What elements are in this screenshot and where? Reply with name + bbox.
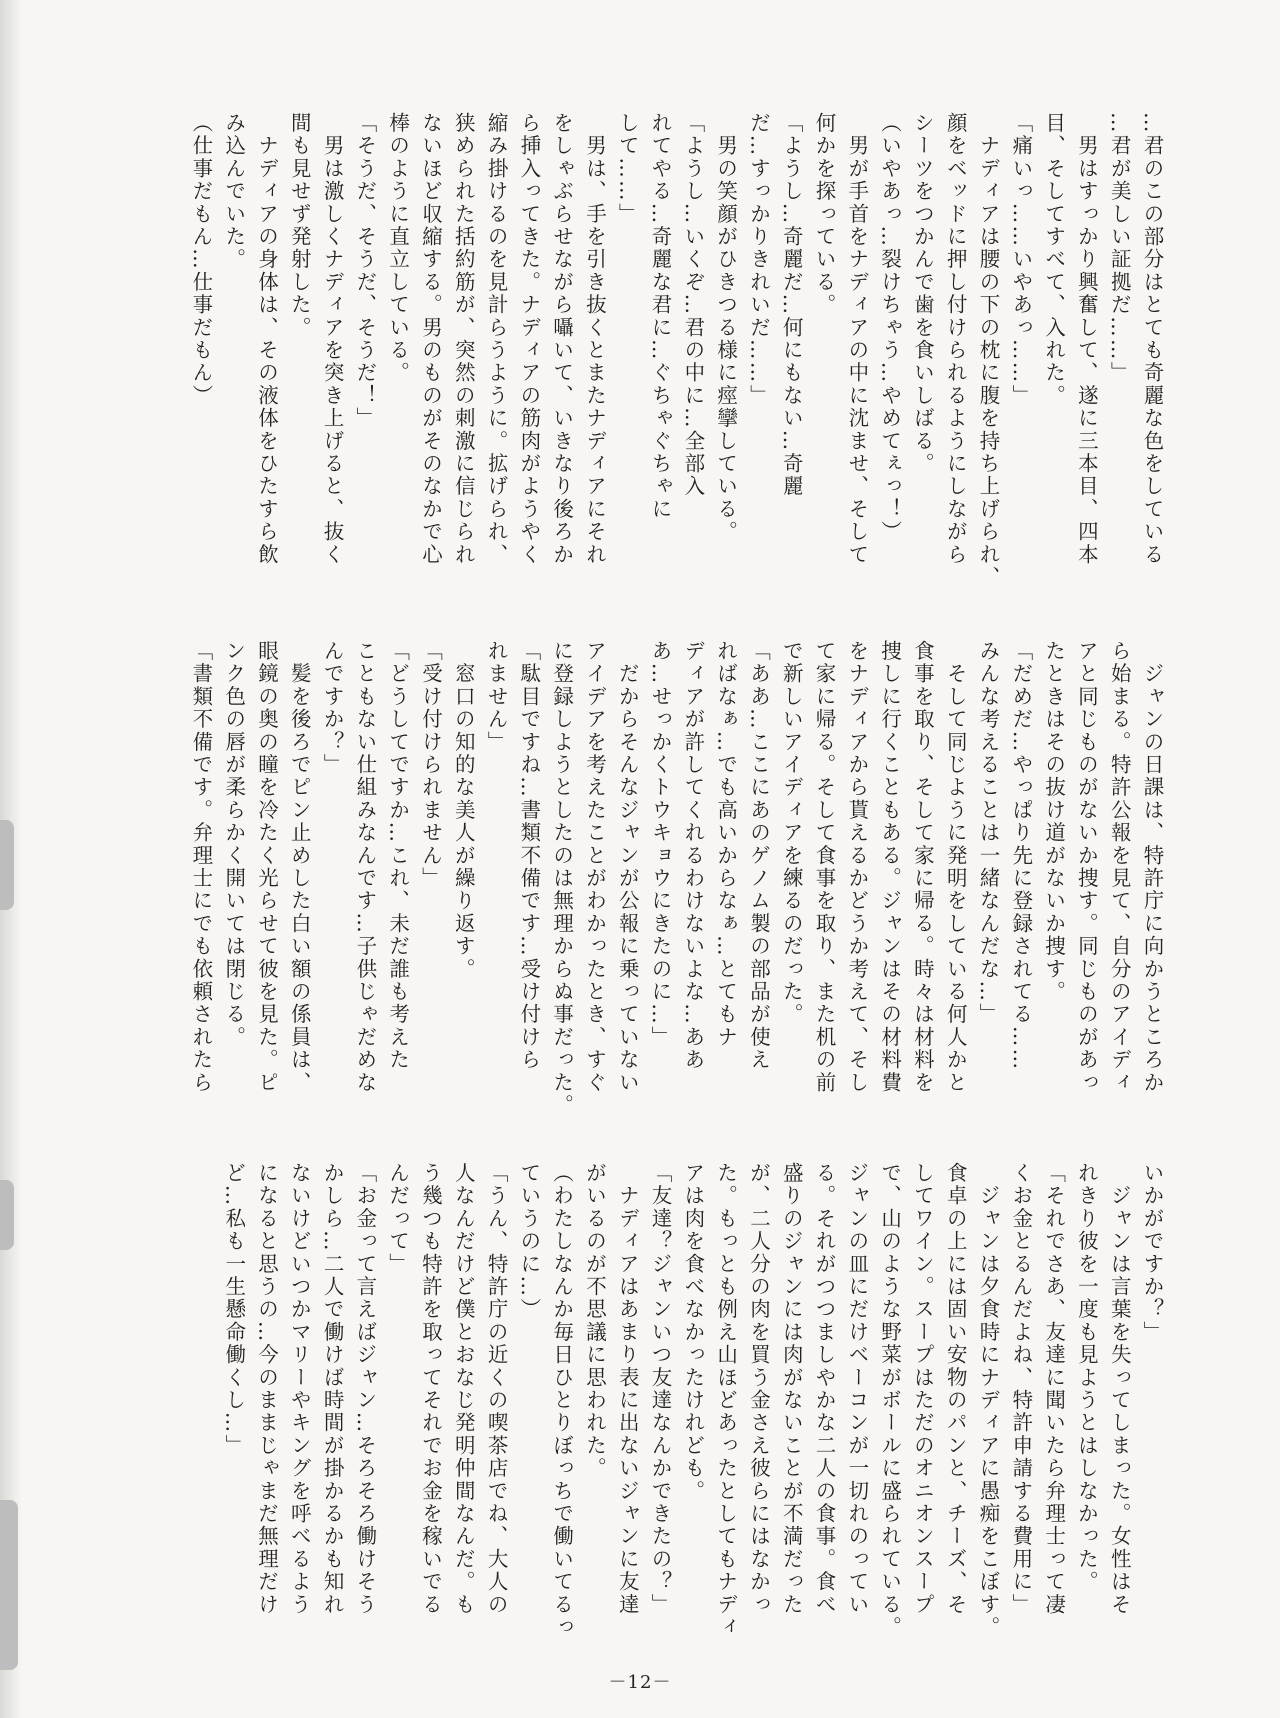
text-line: をしゃぶらせながら囁いて、いきなり後ろか: [549, 112, 574, 566]
text-line: 目、そしてすべて、入れた。: [1041, 112, 1066, 408]
text-line: 何かを探っている。: [812, 112, 837, 317]
text-line: そして同じように発明をしている何人かと: [943, 640, 968, 1094]
text-line: （いやあっ…裂けちゃう…やめてぇっ！）: [877, 112, 902, 544]
text-line: ないけどいつかマリーやキングを呼べるよう: [287, 1162, 312, 1616]
text-line: ディアが許してくれるわけないよな…ああ: [680, 640, 705, 1072]
text-column-top: [188, 112, 1168, 657]
text-line: ジャンは言葉を失ってしまった。女性はそ: [1107, 1162, 1132, 1616]
text-line: 男は、手を引き抜くとまたナディアにそれ: [582, 112, 607, 566]
text-line: れきり彼を一度も見ようとはしなかった。: [1074, 1162, 1099, 1594]
text-line: 「ああ…ここにあのゲノム製の部品が使え: [746, 640, 771, 1072]
text-line: をナディアから貰えるかどうか考えて、そし: [844, 640, 869, 1094]
text-line: 棒のように直立している。: [385, 112, 410, 385]
text-line: 「そうだ、そうだ、そうだ！」: [352, 112, 377, 430]
text-line: 「受け付けられません」: [418, 640, 443, 890]
text-line: 「友達？ジャンいつ友達なんかできたの？」: [648, 1162, 673, 1616]
text-line: み込んでいた。: [221, 112, 246, 271]
text-line: 食卓の上には固い安物のパンと、チーズ、そ: [943, 1162, 968, 1616]
text-line: ジャンは夕食時にナディアに愚痴をこぼす。: [976, 1162, 1001, 1639]
text-line: に登録しようとしたのは無理からぬ事だった。: [549, 640, 574, 1117]
text-line: 男は激しくナディアを突き上げると、抜く: [320, 112, 345, 566]
text-line: 「お金って言えばジャン…そろそろ働けそう: [352, 1162, 377, 1616]
text-line: 窓口の知的な美人が繰り返す。: [451, 640, 476, 981]
text-line: が、二人分の肉を買う金さえ彼らにはなかっ: [746, 1162, 771, 1616]
text-line: ンク色の唇が柔らかく開いては閉じる。: [221, 640, 246, 1049]
text-line: だ…すっかりきれいだ……」: [746, 112, 771, 408]
text-line: あ…せっかくトウキョウにきたのに…」: [648, 640, 673, 1049]
text-line: 顔をベッドに押し付けられるようにしながら: [943, 112, 968, 566]
text-column-bottom: [221, 1162, 1168, 1639]
text-line: る。それがつつましやかな二人の食事。食べ: [812, 1162, 837, 1616]
text-line: 縮み掛けるのを見計らうように。拡げられ、: [484, 112, 509, 566]
text-line: いかがですか？」: [1140, 1162, 1164, 1344]
text-line: ジャンの日課は、特許庁に向かうところか: [1140, 640, 1164, 1094]
text-line: 男が手首をナディアの中に沈ませ、そして: [844, 112, 869, 566]
text-line: アと同じものがないか捜す。同じものがあっ: [1074, 640, 1099, 1094]
text-line: 男はすっかり興奮して、遂に三本目、四本: [1074, 112, 1099, 566]
text-line: れません」: [484, 640, 509, 754]
text-line: ら挿入ってきた。ナディアの筋肉がようやく: [516, 112, 541, 566]
text-line: くお金とるんだよね、特許申請する費用に」: [1008, 1162, 1033, 1616]
text-line: 食事を取り、そして家に帰る。時々は材料を: [910, 640, 935, 1094]
text-line: ナディアは腰の下の枕に腹を持ち上げられ、: [976, 112, 1001, 589]
text-column-middle: [188, 640, 1168, 1117]
text-line: こともない仕組みなんです…子供じゃだめな: [352, 640, 377, 1094]
text-line: ればなぁ…でも高いからなぁ…とてもナ: [713, 640, 738, 1049]
text-line: ら始まる。特許公報を見て、自分のアイディ: [1107, 640, 1132, 1094]
text-line: んだって」: [385, 1162, 410, 1276]
text-line: 「痛いっ……いやあっ……」: [1008, 112, 1033, 408]
text-line: 「駄目ですね…書類不備です…受け付けら: [516, 640, 541, 1072]
text-line: ていうのに…）: [516, 1162, 541, 1321]
text-line: 髪を後ろでピン止めした白い額の係員は、: [287, 640, 312, 1094]
text-line: 眼鏡の奥の瞳を冷たく光らせて彼を見た。ピ: [254, 640, 279, 1094]
text-line: て家に帰る。そして食事を取り、また机の前: [812, 640, 837, 1094]
text-line: た。もっとも例え山ほどあったとしてもナディ: [713, 1162, 738, 1639]
text-line: 間も見せず発射した。: [287, 112, 312, 339]
text-line: れてやる…奇麗な君に…ぐちゃぐちゃに: [648, 112, 673, 521]
text-line: 男の笑顔がひきつる様に痙攣している。: [713, 112, 738, 544]
text-line: アは肉を食べなかったけれども。: [680, 1162, 705, 1503]
text-line: だからそんなジャンが公報に乗っていない: [615, 640, 640, 1094]
text-line: ど…私も一生懸命働くし…」: [221, 1162, 246, 1458]
scan-shadow-mark: [0, 1500, 18, 1670]
text-line: …君のこの部分はとても奇麗な色をしている: [1140, 112, 1164, 566]
text-line: してワイン。スープはただのオニオンスープ: [910, 1162, 935, 1616]
text-line: ジャンの皿にだけベーコンが一切れのってい: [844, 1162, 869, 1616]
text-line: ナディアはあまり表に出ないジャンに友達: [615, 1162, 640, 1616]
scan-shadow-mark: [0, 820, 14, 910]
text-line: 狭められた括約筋が、突然の刺激に信じられ: [451, 112, 476, 566]
text-line: 人なんだけど僕とおなじ発明仲間なんだ。も: [451, 1162, 476, 1616]
text-line: 盛りのジャンには肉がないことが不満だった: [779, 1162, 804, 1616]
text-line: 「ようし…いくぞ…君の中に…全部入: [680, 112, 705, 498]
text-line: んですか？」: [320, 640, 345, 777]
text-line: 捜しに行くこともある。ジャンはその材料費: [877, 640, 902, 1094]
page-number: －12－: [608, 1672, 672, 1693]
text-line: 「ようし…奇麗だ…何にもない…奇麗: [779, 112, 804, 498]
text-line: で新しいアイディアを練るのだった。: [779, 640, 804, 1026]
text-line: ないほど収縮する。男のものがそのなかで心: [418, 112, 443, 566]
text-line: 「だめだ…やっぱり先に登録されてる……: [1008, 640, 1033, 1072]
text-line: になると思うの…今のままじゃまだ無理だけ: [254, 1162, 279, 1616]
text-line: …君が美しい証拠だ……」: [1107, 112, 1132, 385]
text-line: 「どうしてですか…これ、未だ誰も考えた: [385, 640, 410, 1072]
text-line: シーツをつかんで歯を食いしばる。: [910, 112, 935, 476]
text-line: う幾つも特許を取ってそれでお金を稼いでる: [418, 1162, 443, 1616]
text-line: 「それでさあ、友達に聞いたら弁理士って凄: [1041, 1162, 1066, 1616]
text-line: たときはその抜け道がないか捜す。: [1041, 640, 1066, 1004]
scan-shadow-mark: [0, 1180, 14, 1250]
text-line: ナディアの身体は、その液体をひたすら飲: [254, 112, 279, 566]
text-line: がいるのが不思議に思われた。: [582, 1162, 607, 1480]
text-line: （仕事だもん…仕事だもん）: [188, 112, 213, 408]
text-line: みんな考えることは一緒なんだな…」: [976, 640, 1001, 1026]
text-line: アイデアを考えたことがわかったとき、すぐ: [582, 640, 607, 1094]
text-line: して……」: [615, 112, 640, 226]
text-line: かしら…二人で働けば時間が掛かるかも知れ: [320, 1162, 345, 1616]
text-line: 「書類不備です。弁理士にでも依頼されたら: [188, 640, 213, 1094]
text-line: で、山のような野菜がボールに盛られている。: [877, 1162, 902, 1639]
text-line: （わたしなんか毎日ひとりぼっちで働いてるっ: [549, 1162, 574, 1639]
text-line: 「うん、特許庁の近くの喫茶店でね、大人の: [484, 1162, 509, 1616]
